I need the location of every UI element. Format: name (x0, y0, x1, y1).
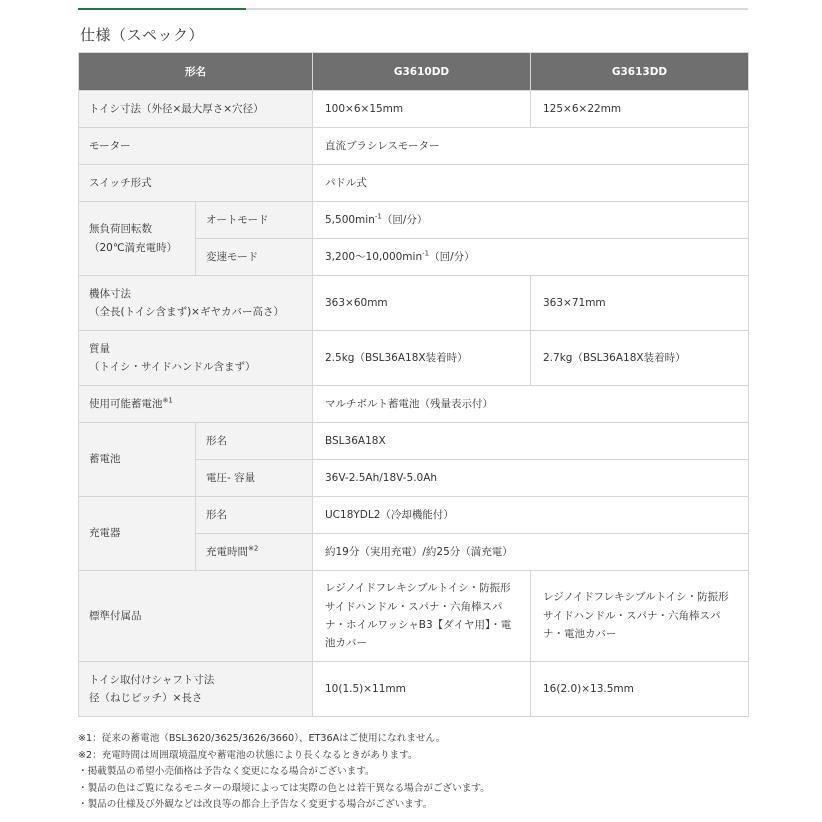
body-size-b: 363×71mm (531, 276, 749, 331)
footnotes (78, 731, 748, 814)
switch-value: パドル式 (313, 165, 749, 202)
header-model-b: G3613DD (531, 53, 749, 91)
accessories-a-line3: ナ・ホイルワッシャB3【ダイヤ用】・電 (325, 619, 512, 631)
mass-label-line1: 質量 (89, 342, 110, 355)
section-divider (78, 8, 748, 10)
usable-battery-label-text: 使用可能蓄電池 (89, 397, 163, 410)
accessories-b (531, 571, 749, 662)
variable-mode-value (313, 239, 749, 276)
header-model-label: 形名 (79, 53, 313, 91)
footnote-4: ・製品の色はご覧になるモニターの環境によっては実際の色とは若干異なる場合がございます。 (78, 782, 490, 794)
wheel-size-a: 100×6×15mm (313, 91, 531, 128)
variable-mode-unit: （回/分） (429, 250, 475, 263)
section-divider-accent (78, 8, 246, 10)
spec-table (78, 52, 749, 717)
accessories-b-line1: レジノイドフレキシブルトイシ・防振形 (543, 591, 729, 604)
wheel-size-label: トイシ寸法（外径×最大厚さ×穴径） (79, 91, 313, 128)
shaft-label-line2: 径（ねじピッチ）×長さ (89, 692, 203, 704)
row-body-size (79, 276, 749, 331)
accessories-b-line2: サイドハンドル・スパナ・六角棒スパ (543, 609, 721, 622)
shaft-label-line1: トイシ取付けシャフト寸法 (89, 673, 215, 686)
charger-model-value: UC18YDL2（冷却機能付） (313, 497, 749, 534)
usable-battery-label (79, 386, 313, 423)
charger-time-value: 約19分（実用充電）/約25分（満充電） (313, 534, 749, 571)
switch-label: スイッチ形式 (79, 165, 313, 202)
charger-time-label-text: 充電時間 (206, 545, 248, 558)
row-charger-model (79, 497, 749, 534)
charger-label: 充電器 (79, 497, 196, 571)
row-shaft (79, 662, 749, 717)
mass-b: 2.7kg（BSL36A18X装着時） (531, 331, 749, 386)
shaft-label (79, 662, 313, 717)
footnote-1: ※1：従来の蓄電池（BSL3620/3625/3626/3660）、ET36Aはご使用になれません。 (78, 733, 446, 744)
footnote-5: ・製品の仕様及び外観などは改良等の都合上予告なく変更する場合がございます。 (78, 799, 433, 811)
header-model-a: G3610DD (313, 53, 531, 91)
battery-voltage-value: 36V-2.5Ah/18V-5.0Ah (313, 460, 749, 497)
body-size-label (79, 276, 313, 331)
row-battery-model (79, 423, 749, 460)
accessories-a-line2: サイドハンドル・スパナ・六角棒スパ (325, 600, 503, 613)
usable-battery-value: マルチボルト蓄電池（残量表示付） (313, 386, 749, 423)
body-size-a: 363×60mm (313, 276, 531, 331)
auto-mode-label: オートモード (196, 202, 313, 239)
variable-mode-label: 変速モード (196, 239, 313, 276)
mass-a: 2.5kg（BSL36A18X装着時） (313, 331, 531, 386)
no-load-speed-label-line1: 無負荷回転数 (89, 223, 152, 236)
row-wheel-size (79, 91, 749, 128)
accessories-a-line4: 池カバー (325, 637, 367, 650)
auto-mode-speed: 5,500min (325, 213, 375, 226)
accessories-b-line3: ナ・電池カバー (543, 628, 617, 641)
charger-time-label (196, 534, 313, 571)
battery-model-label: 形名 (196, 423, 313, 460)
auto-mode-sup: -1 (374, 212, 382, 221)
row-mass (79, 331, 749, 386)
battery-voltage-label: 電圧- 容量 (196, 460, 313, 497)
battery-label: 蓄電池 (79, 423, 196, 497)
body-size-label-line1: 機体寸法 (89, 287, 131, 300)
usable-battery-sup: ※1 (162, 396, 173, 405)
motor-label: モーター (79, 128, 313, 165)
mass-label (79, 331, 313, 386)
row-no-load-speed-auto (79, 202, 749, 239)
shaft-a: 10(1.5)×11mm (313, 662, 531, 717)
auto-mode-value (313, 202, 749, 239)
variable-mode-sup: -1 (422, 249, 430, 258)
accessories-label: 標準付属品 (79, 571, 313, 662)
charger-time-sup: ※2 (248, 544, 259, 553)
charger-model-label: 形名 (196, 497, 313, 534)
battery-model-value: BSL36A18X (313, 423, 749, 460)
accessories-a (313, 571, 531, 662)
row-usable-battery (79, 386, 749, 423)
variable-mode-speed: 3,200～10,000min (325, 250, 423, 263)
row-motor (79, 128, 749, 165)
table-header-row (79, 53, 749, 91)
shaft-b: 16(2.0)×13.5mm (531, 662, 749, 717)
row-accessories (79, 571, 749, 662)
wheel-size-b: 125×6×22mm (531, 91, 749, 128)
accessories-a-line1: レジノイドフレキシブルトイシ・防振形 (325, 582, 511, 595)
body-size-label-line2: （全長(トイシ含まず)×ギヤカバー高さ） (89, 306, 284, 318)
page-title: 仕様（スペック） (80, 26, 205, 44)
motor-value: 直流ブラシレスモーター (313, 128, 749, 165)
footnote-2: ※2：充電時間は周囲環境温度や蓄電池の状態により長くなるときがあります。 (78, 749, 418, 761)
row-switch (79, 165, 749, 202)
no-load-speed-label-line2: （20℃満充電時） (89, 241, 178, 254)
footnote-3: ・掲載製品の希望小売価格は予告なく変更になる場合がございます。 (78, 766, 375, 778)
auto-mode-unit: （回/分） (381, 213, 428, 226)
no-load-speed-label (79, 202, 196, 276)
mass-label-line2: （トイシ・サイドハンドル含まず） (89, 361, 256, 373)
